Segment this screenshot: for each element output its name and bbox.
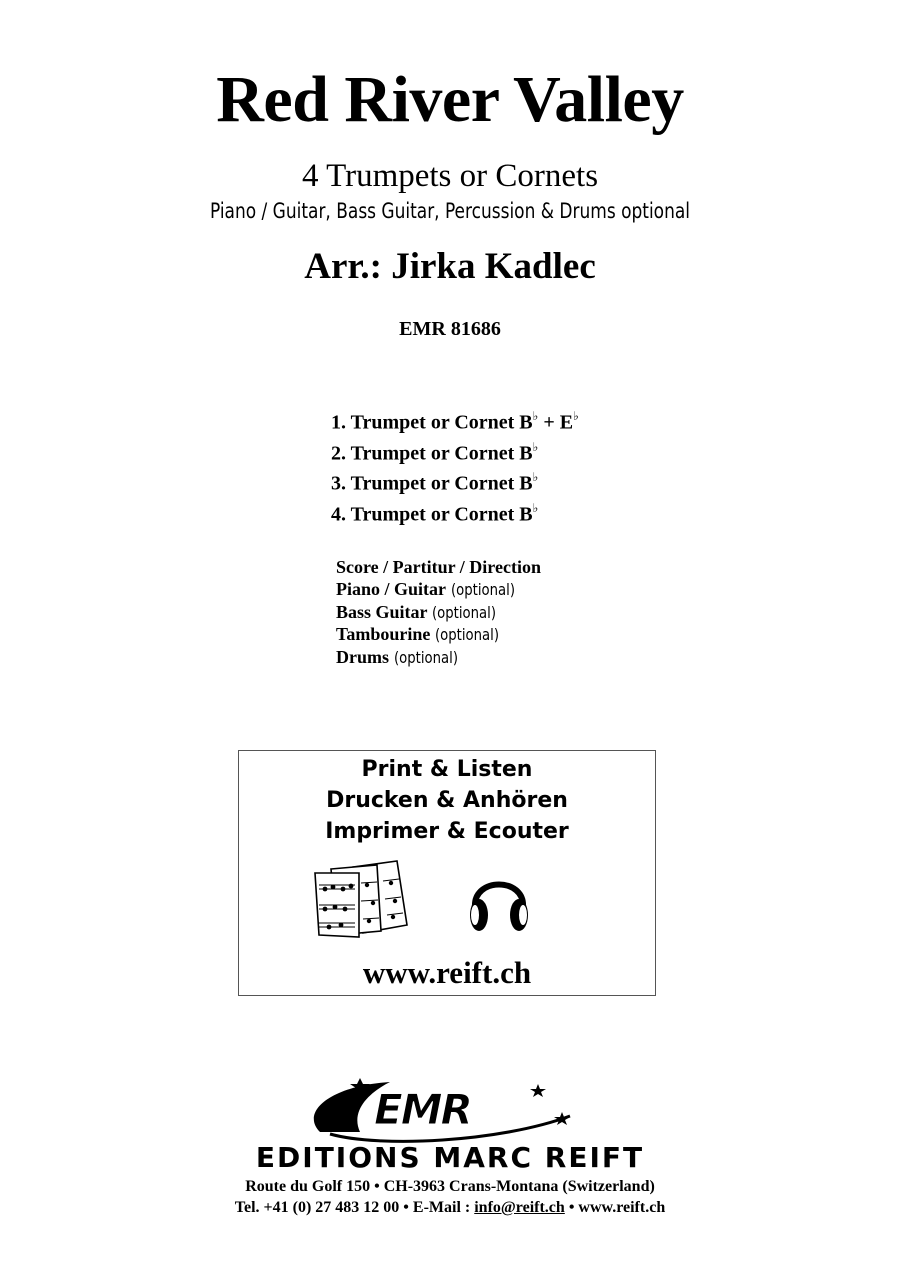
extra-note: (optional) [393, 648, 458, 667]
extra-piano-guitar [336, 579, 520, 600]
part-label: 3. Trumpet or Cornet B [331, 472, 533, 495]
flat-symbol: ♭ [573, 409, 579, 423]
publisher-address: Route du Golf 150 • CH-3963 Crans-Montana (Switzerland) [245, 1178, 655, 1195]
part-3 [331, 471, 538, 496]
optional-instruments: Piano / Guitar, Bass Guitar, Percussion & Drums optional [209, 199, 691, 223]
extra-note: (optional) [434, 625, 499, 644]
extra-label: Score / Partitur / Direction [336, 557, 541, 577]
flat-symbol: ♭ [532, 440, 539, 454]
print-listen-line-fr: Imprimer & Ecouter [325, 819, 569, 844]
title: Red River Valley [216, 63, 684, 136]
publisher-name: EDITIONS MARC REIFT [255, 1141, 645, 1174]
logo-text: EMR [374, 1085, 471, 1134]
part-label: 2. Trumpet or Cornet B [331, 442, 533, 465]
star-icon [554, 1112, 570, 1125]
print-listen-line-en: Print & Listen [361, 757, 533, 782]
publisher-contact [0, 1199, 900, 1217]
extra-drums [336, 647, 463, 668]
contact-tel: Tel. +41 (0) 27 483 12 00 • E-Mail : [234, 1199, 475, 1216]
extra-note: (optional) [432, 603, 497, 622]
flat-symbol: ♭ [532, 501, 539, 515]
sheet-music-icon [311, 859, 426, 939]
email-link[interactable]: info@reift.ch [474, 1199, 565, 1216]
extra-label: Drums [336, 647, 389, 667]
extra-label: Piano / Guitar [336, 579, 447, 599]
extra-tambourine [336, 624, 504, 645]
part-2 [331, 441, 538, 466]
extra-score [336, 557, 541, 578]
subtitle: 4 Trumpets or Cornets [301, 158, 599, 194]
website-link[interactable]: www.reift.ch [362, 955, 532, 990]
extra-bass-guitar [336, 602, 502, 623]
part-label: 1. Trumpet or Cornet B [331, 411, 533, 434]
contact-web: • www.reift.ch [564, 1199, 666, 1216]
extra-label: Tambourine [336, 624, 431, 644]
part-1 [331, 410, 579, 435]
extra-label: Bass Guitar [336, 602, 428, 622]
catalog-number: EMR 81686 [399, 318, 501, 340]
star-icon [530, 1084, 546, 1097]
flat-symbol: ♭ [532, 409, 539, 423]
flat-symbol: ♭ [532, 470, 539, 484]
emr-logo [300, 1072, 590, 1150]
headphones-icon [465, 863, 533, 937]
print-listen-line-de: Drucken & Anhören [326, 788, 568, 813]
part-label: 4. Trumpet or Cornet B [331, 503, 533, 526]
part-plus: + E [538, 411, 574, 434]
arranger: Arr.: Jirka Kadlec [304, 246, 596, 287]
extra-note: (optional) [450, 580, 515, 599]
print-listen-box [238, 750, 656, 996]
part-4 [331, 502, 538, 527]
